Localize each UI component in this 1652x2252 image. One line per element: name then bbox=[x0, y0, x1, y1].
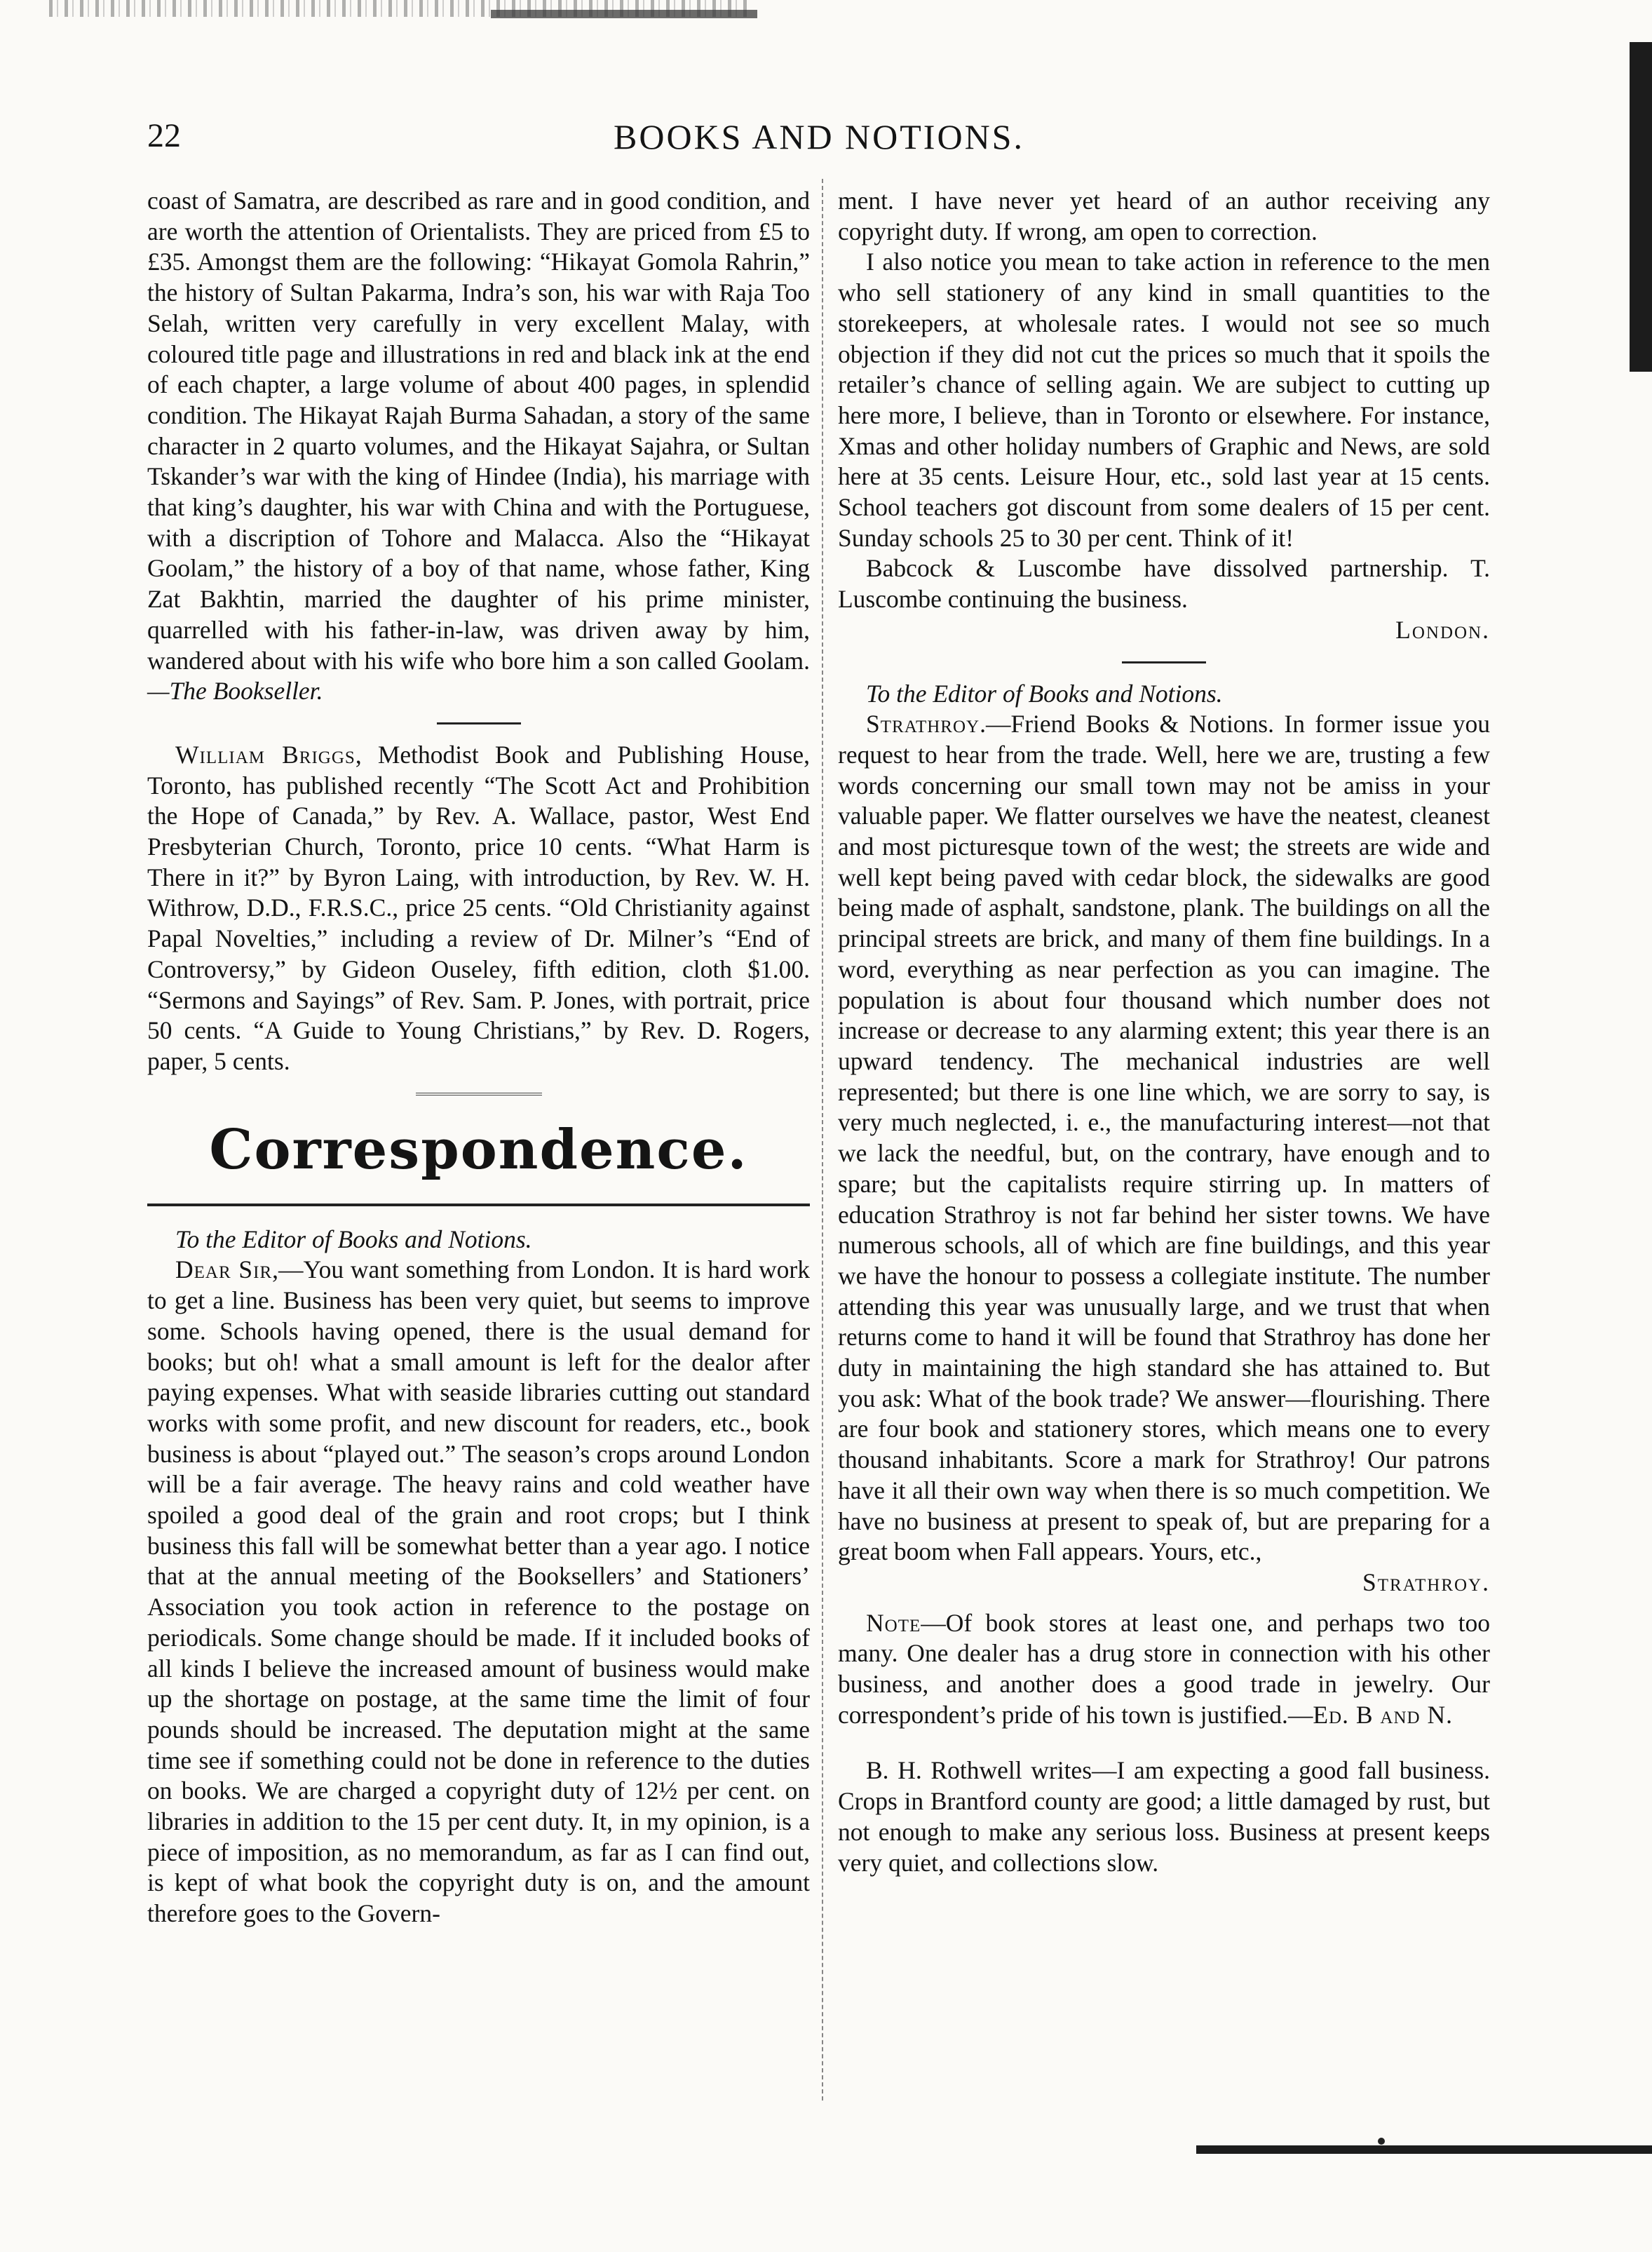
letter-strathroy bbox=[838, 709, 1490, 1567]
publisher-name: William Briggs bbox=[175, 740, 356, 769]
note-signature: Ed. B and N. bbox=[1313, 1700, 1453, 1729]
column-divider bbox=[822, 179, 823, 2101]
letter-signature: London. bbox=[1395, 615, 1490, 644]
editor-note bbox=[838, 1608, 1490, 1731]
article-oriental-manuscripts bbox=[147, 186, 810, 707]
separator-rule bbox=[416, 1093, 542, 1095]
scan-artifact-bar bbox=[491, 10, 757, 18]
scan-edge-right bbox=[1630, 42, 1652, 372]
spacer bbox=[838, 1730, 1490, 1755]
dateline: Strathroy bbox=[866, 710, 980, 739]
letter-text: ,—You want something from London. It is hard work to get a line. Business has been very quiet, but seems to improve some. Schools having opened, there is the usual demand for books; but oh! what a small amount is left for the dealor after paying expenses. What with seaside libraries cutting out standard works with some profit, and new discount for readers, etc., book business is about “played out.” The season’s crops around London will be a fair average. The heavy rains and cold weather have spoiled a good deal of the grain and root crops; but I think business this fall will be somewhat better than a year ago. I notice that at the annual meeting of the Booksellers’ and Stationers’ Association you took action in reference to the postage on periodicals. Some change should be made. If it included books of all kinds I believe the increased amount of business would make up the shortage on postage, at the same time the limit of four pounds should be increased. The deputation might at the same time see if something could not be done in reference to the duties on books. We are charged a copyright duty of 12½ per cent. on libraries in addition to the 15 per cent duty. It, in my opinion, is a piece of imposition, as no memorandum, as far as I can find out, is kept of what book the copyright duty is on, and the amount therefore goes to the Govern- bbox=[147, 1255, 811, 1928]
salutation: Dear Sir bbox=[175, 1255, 273, 1284]
letter-signature: Strathroy. bbox=[1362, 1567, 1490, 1596]
letter-paragraph: I also notice you mean to take action in reference to the men who sell stationery of any kind in small quantities to the storekeepers, at wholesale rates. I would not see so much objection if they did not cut the prices so much that it spoils the retailer’s chance of selling again. We are subject to cutting up here more, I believe, than in Toronto or elsewhere. For instance, Xmas and other holiday numbers of Graphic and News, are sold here at 35 cents. Leisure Hour, etc., sold last year at 15 cents. School teachers got discount from some dealers of 15 per cent. Sunday schools 25 to 30 per cent. Think of it! bbox=[838, 248, 1490, 552]
separator-rule bbox=[1122, 661, 1206, 663]
scan-edge-bottom bbox=[1196, 2145, 1652, 2154]
heading-rule bbox=[147, 1203, 810, 1206]
page-header bbox=[147, 112, 1491, 168]
article-source: —The Bookseller. bbox=[147, 677, 323, 706]
note-text: —Of book stores at least one, and perhaps two too many. One dealer has a drug store in connection with his other business, and another does a good trade in jewelry. Our correspondent’s pride of his town is justified.— bbox=[838, 1608, 1490, 1729]
separator-rule bbox=[437, 722, 521, 724]
letter-address: To the Editor of Books and Notions. bbox=[866, 679, 1223, 708]
article-briggs bbox=[147, 740, 810, 1077]
letter-london bbox=[147, 1255, 810, 1929]
article-rothwell: B. H. Rothwell writes—I am expecting a good fall business. Crops in Brantford county are good; a little damaged by rust, but not enough to make any serious loss. Business at present keeps very quiet, and collections slow. bbox=[838, 1756, 1490, 1877]
left-column bbox=[147, 186, 810, 1929]
letter-address: To the Editor of Books and Notions. bbox=[175, 1225, 532, 1253]
page-number: 22 bbox=[147, 117, 181, 154]
scan-speck bbox=[1378, 2138, 1385, 2145]
article-text: , Methodist Book and Publishing House, Toronto, has published recently “The Scott Act and Prohibition the Hope of Canada,” by Rev. A. Wallace, pastor, West End Presbyterian Church, Toronto, price 10 cents. “What Harm is There in it?” by Byron Laing, with introduction, by Rev. W. H. Withrow, D.D., F.R.S.C., price 25 cents. “Old Christianity against Papal Novelties,” including a review of Dr. Milner’s “End of Controversy,” by Gideon Ouseley, fifth edition, cloth $1.00. “Sermons and Sayings” of Rev. Sam. P. Jones, with portrait, price 50 cents. “A Guide to Young Christians,” by Rev. D. Rogers, paper, 5 cents. bbox=[147, 740, 810, 1075]
section-heading: Correspondence. bbox=[209, 1117, 748, 1182]
letter-continued: ment. I have never yet heard of an author receiving any copyright duty. If wrong, am open to correction. bbox=[838, 187, 1490, 245]
page-title: BOOKS AND NOTIONS. bbox=[614, 117, 1024, 156]
right-column bbox=[838, 186, 1490, 1878]
note-label: Note bbox=[866, 1608, 921, 1637]
article-text: coast of Samatra, are described as rare and in good condition, and are worth the attention of Orientalists. They are priced from £5 to £35. Amongst them are the following: “Hikayat Gomola Rahrin,” the history of Sultan Pakarma, Indra’s son, his war with Raja Too Selah, written very carefully in very excellent Malay, with coloured title page and illustrations in red and black ink at the end of each chapter, a large volume of about 400 pages, in splendid condition. The Hikayat Rajah Burma Sahadan, a story of the same character in 2 quarto volumes, and the Hikayat Sajahra, or Sultan Tskander’s war with the king of Hindee (India), his marriage with that king’s daughter, his war with China and with the Portuguese, with a discription of Tohore and Malacca. Also the “Hikayat Goolam,” the history of a boy of that name, whose father, King Zat Bakhtin, married the daughter of his prime minister, quarrelled with his father-in-law, was driven away by him, wandered about with his wife who bore him a son called Goolam. bbox=[147, 187, 810, 675]
letter-paragraph: Babcock & Luscombe have dissolved partnership. T. Luscombe continuing the business. bbox=[838, 554, 1490, 614]
letter-text: .—Friend Books & Notions. In former issue you request to hear from the trade. Well, here we are, trusting a few words concerning our small town may not be amiss in your valuable paper. We flatter ourselves we have the neatest, cleanest and most picturesque town of the west; the streets are wide and well kept being paved with cedar block, the sidewalks are good being made of asphalt, sandstone, plank. The buildings on all the principal streets are brick, and many of them fine buildings. In a word, everything as near perfection as you can imagine. The population is about four thousand which number does not increase or decrease to any alarming extent; this year there is an upward tendency. The mechanical industries are well represented; but there is one line which, we are sorry to say, is very much neglected, i. e., the manufacturing interest—not that we lack the needful, but, on the contrary, have enough and to spare; but the capitalists require stirring up. In matters of education Strathroy is not far behind her sister towns. We have numerous schools, all of which are fine buildings, and this year we have the honour to possess a collegiate institute. The number attending this year was unusually large, and we trust that when returns come to hand it will be found that Strathroy has done her duty in maintaining the high standard she has attained to. But you ask: What of the book trade? We answer—flourishing. There are four book and stationery stores, which means one to every thousand inhabitants. Score a mark for Strathroy! Our patrons have it all their own way when there is so much competition. We have no business at present to speak of, but are preparing for a great boom when Fall appears. Yours, etc., bbox=[838, 710, 1490, 1566]
